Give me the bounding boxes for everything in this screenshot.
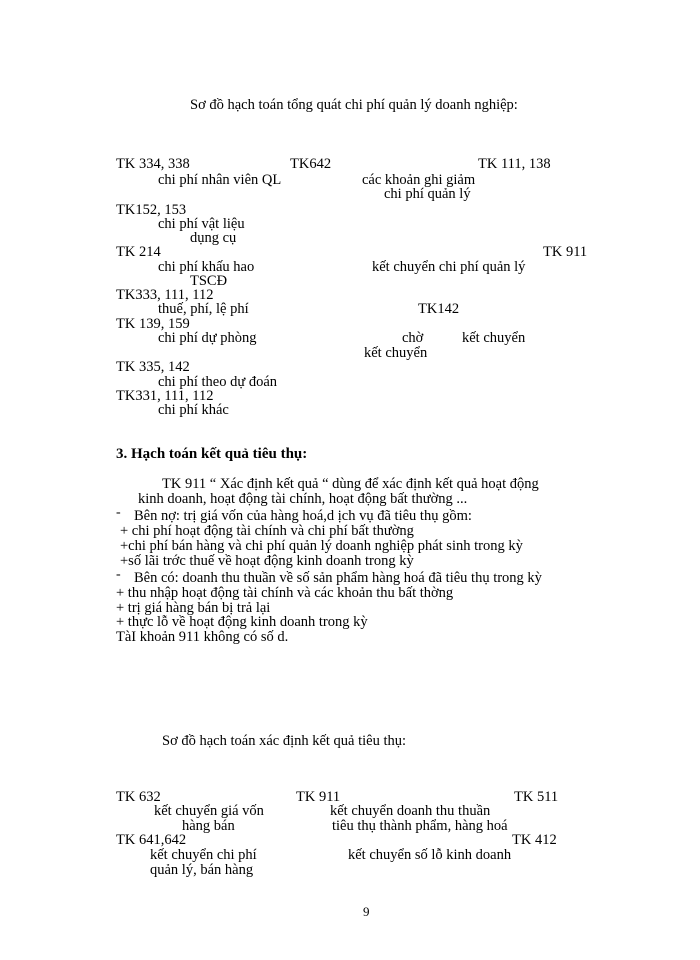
section-heading: 3. Hạch toán kết quả tiêu thụ: [116, 446, 308, 462]
account-label: TK 511 [514, 789, 559, 805]
diagram1-title: Sơ đồ hạch toán tổng quát chi phí quản lý doanh nghiệp: [190, 97, 518, 113]
account-label: TK 911 [296, 789, 341, 805]
entry-label: chi phí quản lý [384, 186, 471, 202]
account-label: TK152, 153 [116, 202, 187, 218]
account-label: TK 641,642 [116, 832, 187, 848]
entry-label: chi phí vật liệu [158, 216, 245, 232]
bullet-dash: - [116, 567, 121, 582]
entry-label: chi phí theo dự đoán [158, 374, 278, 390]
entry-label: chi phí dự phòng [158, 330, 257, 346]
credit-item: + thu nhập hoạt động tài chính và các khoản thu bất thờng [116, 585, 454, 601]
entry-label: hàng bán [182, 818, 235, 834]
account-label: TK 632 [116, 789, 161, 805]
entry-label: kết chuyển chi phí [150, 847, 257, 863]
credit-item: + thực lỗ về hoạt động kinh doanh trong kỳ [116, 614, 368, 630]
entry-label: TSCĐ [190, 273, 228, 289]
entry-label: chi phí khấu hao [158, 259, 255, 275]
credit-item: + trị giá hàng bán bị trả lại [116, 600, 271, 616]
entry-label: thuế, phí, lệ phí [158, 301, 249, 317]
account-label: TK 911 [543, 244, 588, 260]
paragraph-line: TK 911 “ Xác định kết quả “ dùng để xác định kết quả hoạt động [162, 476, 539, 492]
diagram2-title: Sơ đồ hạch toán xác định kết quả tiêu thụ: [162, 733, 407, 749]
page-number: 9 [363, 904, 370, 919]
credit-intro: Bên có: doanh thu thuần về số sản phẩm hàng hoá đã tiêu thụ trong kỳ [134, 570, 542, 586]
entry-label: chi phí khác [158, 402, 229, 418]
paragraph-line: kinh doanh, hoạt động tài chính, hoạt động bất thường ... [138, 491, 468, 507]
balance-note: TàI khoản 911 không có số d. [116, 629, 289, 645]
account-label: TK142 [418, 301, 460, 317]
account-label: TK642 [290, 156, 332, 172]
entry-label: kết chuyển doanh thu thuần [330, 803, 491, 819]
account-label: TK 412 [512, 832, 557, 848]
account-label: TK331, 111, 112 [116, 388, 214, 404]
entry-label: chi phí nhân viên QL [158, 172, 282, 188]
entry-label: kết chuyển giá vốn [154, 803, 264, 819]
entry-label: kết chuyển chi phí quản lý [372, 259, 526, 275]
account-label: TK 334, 338 [116, 156, 190, 172]
entry-label: chờ [402, 330, 424, 346]
debit-item: +chi phí bán hàng và chi phí quản lý doanh nghiệp phát sinh trong kỳ [120, 538, 523, 554]
account-label: TK 335, 142 [116, 359, 190, 375]
entry-label: dụng cụ [190, 230, 237, 246]
entry-label: tiêu thụ thành phẩm, hàng hoá [332, 818, 508, 834]
debit-item: +số lãi trớc thuế về hoạt động kinh doanh trong kỳ [120, 553, 414, 569]
debit-item: + chi phí hoạt động tài chính và chi phí bất thường [120, 523, 414, 539]
entry-label: kết chuyển số lỗ kinh doanh [348, 847, 512, 863]
entry-label: kết chuyển [364, 345, 428, 361]
entry-label: quản lý, bán hàng [150, 862, 254, 878]
bullet-dash: - [116, 505, 121, 520]
debit-intro: Bên nợ: trị giá vốn của hàng hoá,d ịch vụ đã tiêu thụ gồm: [134, 508, 472, 524]
account-label: TK 139, 159 [116, 316, 190, 332]
entry-label: kết chuyển [462, 330, 526, 346]
account-label: TK 214 [116, 244, 161, 260]
account-label: TK 111, 138 [478, 156, 551, 172]
account-label: TK333, 111, 112 [116, 287, 214, 303]
entry-label: các khoản ghi giảm [362, 172, 476, 188]
